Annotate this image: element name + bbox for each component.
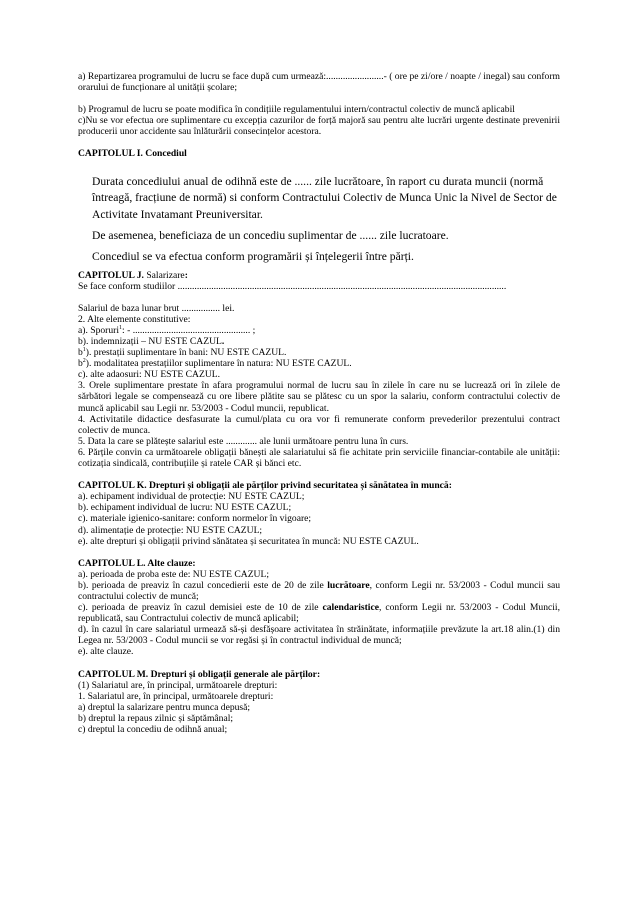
cap-l-c-post: , conform Legii nr. 53/2003 - Codul Muncii, republicată, sau Contractului colectiv de muncă aplicabil; [78,602,560,625]
cap-j-alte: 2. Alte elemente constitutive: [78,313,191,325]
cap-l-strainatate: d). în cazul în care salariatul urmează să-și desfășoare activitatea în străinătate, informațiile prevăzute la art.18 alin.(1) din Legea nr. 53/2003 - Codul muncii se vor regăsi și în contractul individual de muncă; [78,624,560,647]
document-body [78,71,560,735]
cap-l-title: CAPITOLUL L. Alte clauze: [78,557,196,569]
cap-l-b-bold: lucrătoare [327,579,370,591]
cap-j-b: b). indemnizații – NU ESTE CAZUL [78,336,222,348]
list-item: d). alimentație de protecție: NU ESTE CAZUL; [78,524,263,536]
cap-j-ore-suplimentare: 3. Orele suplimentare prestate în afara programului normal de lucru sau în zilele în care nu se lucrează ori în zilele de sărbători legale se compensează cu ore libere plătite sau se plătesc cu un spor la salariu, conform contractului colectiv de muncă aplicabil sau Legii nr. 53/2003 - Codul muncii, republicat. [78,380,560,414]
cap-j-prestatii-bani [78,347,560,358]
cap-k-title: CAPITOLUL K. Drepturi și obligații ale părților privind securitatea și sănătatea în muncă: [78,480,452,492]
cap-j-sporuri [78,325,560,336]
cap-j-title-rest: Salarizare [143,269,185,281]
cap-j-studii: Se face conform studiilor ......................................................................................................................................... [78,280,507,292]
cap-j-salariu: Salariul de baza lunar brut ................ lei. [78,302,235,314]
list-item: 1. Salariatul are, în principal, următoarele drepturi: [78,690,274,702]
ore-suplimentare: c)Nu se vor efectua ore suplimentare cu excepția cazurilor de forță majoră sau pentru alte lucrări urgente destinate prevenirii producerii unor accidente sau înlăturării consecințelor acestora. [78,115,560,138]
cap-i-title: CAPITOLUL I. Concediul [78,148,187,160]
cap-l-c-bold: calendaristice [322,602,379,614]
list-item: a) dreptul la salarizare pentru munca depusă; [78,701,251,713]
list-item: c). materiale igienico-sanitare: conform normelor în vigoare; [78,513,312,525]
cap-j-b2-post: ). modalitatea prestațiilor suplimentare în natura: NU ESTE CAZUL. [85,358,352,370]
list-item: e). alte drepturi și obligații privind sănătatea și securitatea în muncă: NU ESTE CAZUL. [78,535,419,547]
cap-l-preaviz-concediere [78,580,560,602]
cap-j-data-plata: 5. Data la care se plătește salariul este ............. ale lunii următoare pentru luna în curs. [78,435,409,447]
cap-l-b-post: , conform Legii nr. 53/2003 - Codul muncii sau contractului colectiv de muncă; [78,579,560,602]
list-item: b) dreptul la repaus zilnic și săptămânal; [78,712,234,724]
list-item: b). echipament individual de lucru: NU ESTE CAZUL; [78,502,292,514]
cap-j-indemnizatii [78,336,560,347]
cap-j-cumul: 4. Activitatile didactice desfasurate la cumul/plata cu ora vor fi remunerate conform prevederilor prezentului contract colectiv de munca. [78,413,560,436]
cap-i-body [78,174,560,266]
cap-m-title: CAPITOLUL M. Drepturi și obligații generale ale părților: [78,668,321,680]
cap-l-c-pre: c). perioada de preaviz în cazul demisiei este de 10 de zile [78,602,323,614]
cap-j-a-post: : - ................................................. ; [122,324,256,336]
cap-j-a-sup: 1 [119,324,123,331]
cap-l-alte-clauze: e). alte clauze. [78,646,134,658]
program-modificare: b) Programul de lucru se poate modifica în condițiile regulamentului intern/contractul colectiv de muncă aplicabil [78,104,515,116]
cap-j-b1-pre: b [78,347,83,359]
cap-j-title-colon: : [184,269,188,281]
cap-i-suplimentar: De asemenea, beneficiaza de un concediu suplimentar de ...... zile lucratoare. [92,228,449,242]
cap-l-proba: a). perioada de proba este de: NU ESTE CAZUL; [78,568,270,580]
cap-j-obligatii-banesti: 6. Părțile convin ca următoarele obligații bănești ale salariatului să fie achitate prin serviciile financiar-contabile ale unității: cotizația sindicală, contribuțiile și ratele CAR și bănci etc. [78,446,560,470]
cap-i-efectuare: Concediul se va efectua conform programării și înțelegerii între părți. [92,249,414,263]
list-item: c) dreptul la concediu de odihnă anual; [78,724,228,736]
program-repartizare: a) Repartizarea programului de lucru se face după cum urmează:........................- ( ore pe zi/ore / noapte / inegal) sau conform orarului de funcționare al unității școlare; [78,71,560,94]
cap-j-b2-pre: b [78,358,83,370]
cap-l-b-pre: b). perioada de preaviz în cazul concedierii este de 20 de zile [78,579,328,591]
cap-j-a-pre: a). Sporuri [78,324,120,336]
cap-j-adaosuri: c). alte adaosuri: NU ESTE CAZUL. [78,369,221,381]
cap-j-b1-sup: 1 [82,346,86,353]
cap-j-title [78,270,560,281]
cap-j-title-bold: CAPITOLUL J. [78,269,144,281]
cap-i-durata: Durata concediului anual de odihnă este de ...... zile lucrătoare, în raport cu durata muncii (normă întreagă, fracțiune de normă) si conform Contractului Colectiv de Munca Unic la Nivel de Sector de Activitate Invatamant Preuniversitar. [92,174,557,222]
list-item: a). echipament individual de protecție: NU ESTE CAZUL; [78,491,305,503]
cap-j-b-dot: . [221,336,225,348]
cap-j-b1-post: ). prestații suplimentare în bani: NU ESTE CAZUL. [85,347,287,359]
cap-l-preaviz-demisie [78,602,560,624]
cap-j-b2-sup: 2 [82,358,86,365]
cap-j-prestatii-natura [78,358,560,369]
list-item: (1) Salariatul are, în principal, următoarele drepturi: [78,679,278,691]
